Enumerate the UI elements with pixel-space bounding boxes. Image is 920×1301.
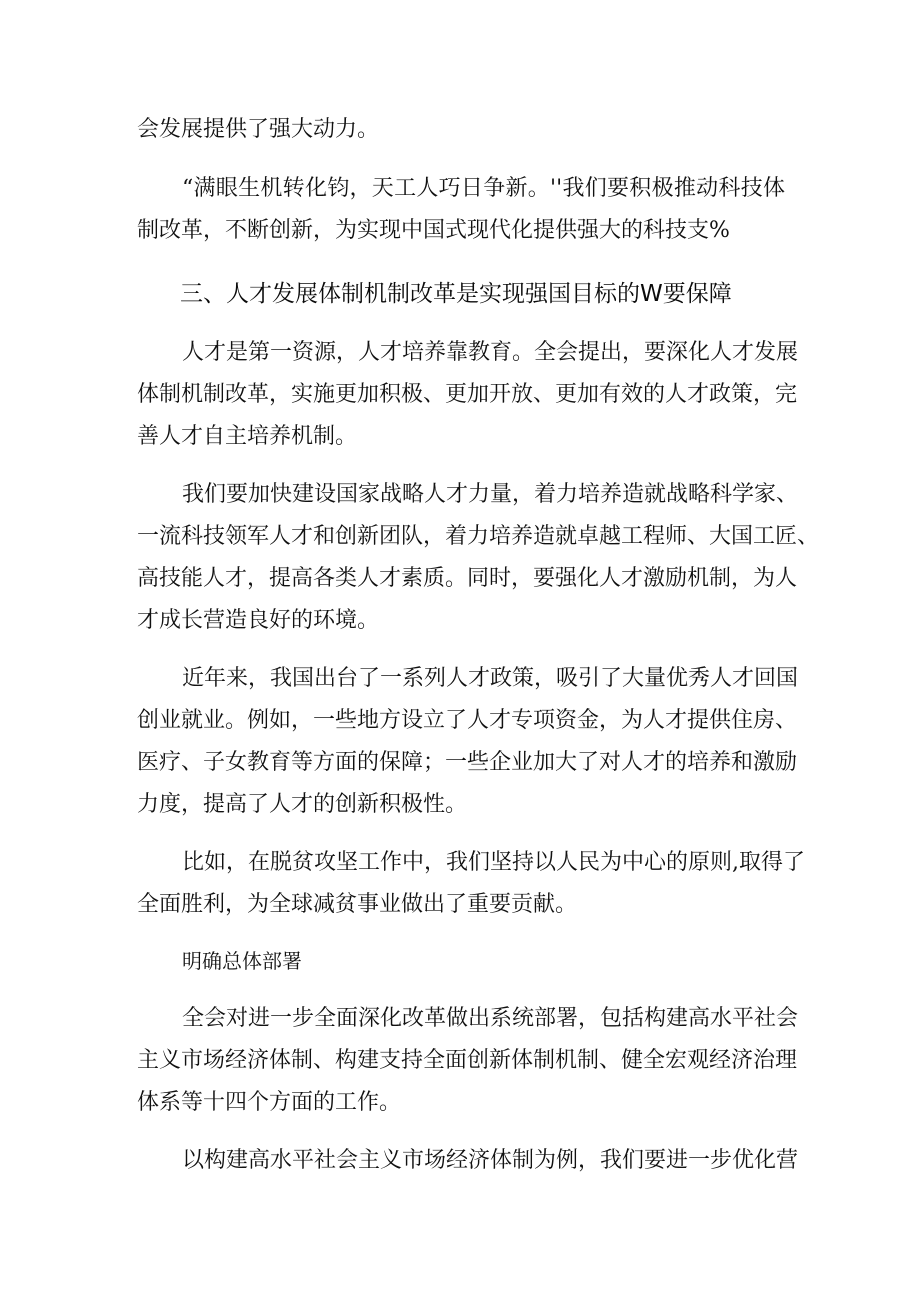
text-line: 主义市场经济体制、构建支持全面创新体制机制、健全宏观经济治理	[137, 1048, 798, 1073]
text-line: 一流科技领军人才和创新团队，着力培养造就卓越工程师、大国工匠、	[137, 524, 820, 549]
section-heading: 三、人才发展体制机制改革是实现强国目标的W要保障	[180, 281, 732, 307]
text-line: 比如，在脱贫攻坚工作中，我们坚持以人民为中心的原则,取得了	[182, 850, 805, 875]
text-line: 体制机制改革，实施更加积极、更加开放、更加有效的人才政策，完	[137, 382, 798, 407]
subheading: 明确总体部署	[182, 949, 302, 973]
text-line: 高技能人才，提高各类人才素质。同时，要强化人才激励机制，为人	[137, 566, 798, 591]
text-line: 制改革，不断创新，为实现中国式现代化提供强大的科技支%	[137, 218, 730, 243]
text-line: 我们要加快建设国家战略人才力量，着力培养造就战略科学家、	[182, 482, 799, 507]
text-line: 体系等十四个方面的工作。	[137, 1090, 402, 1115]
text-line: 才成长营造良好的环境。	[137, 608, 380, 633]
text-line: 力度，提高了人才的创新积极性。	[137, 792, 468, 817]
text-line: 全面胜利，为全球减贫事业做出了重要贡献。	[137, 892, 578, 917]
text-line: 人才是第一资源，人才培养靠教育。全会提出，要深化人才发展	[182, 340, 799, 365]
text-line: 善人才自主培养机制。	[137, 424, 358, 449]
text-line: 创业就业。例如，一些地方设立了人才专项资金，为人才提供住房、	[137, 708, 798, 733]
text-line: 以构建高水平社会主义市场经济体制为例，我们要进一步优化营	[182, 1148, 799, 1173]
text-line: “满眼生机转化钧，天工人巧日争新。''我们要积极推动科技体	[182, 176, 785, 201]
text-line: 全会对进一步全面深化改革做出系统部署，包括构建高水平社会	[182, 1006, 799, 1031]
text-line: 近年来，我国出台了一系列人才政策，吸引了大量优秀人才回国	[182, 666, 799, 691]
text-line: 会发展提供了强大动力。	[137, 117, 380, 142]
text-line: 医疗、子女教育等方面的保障；一些企业加大了对人才的培养和激励	[137, 750, 798, 775]
